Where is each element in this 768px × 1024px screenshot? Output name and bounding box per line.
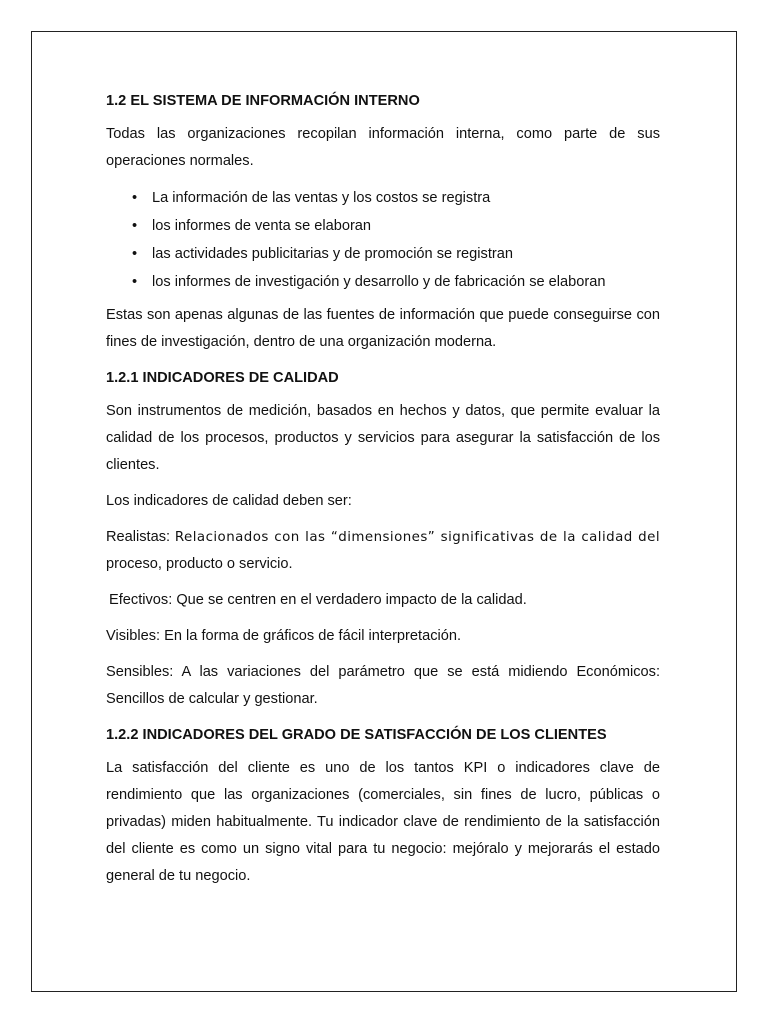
- sensibles-paragraph: Sensibles: A las variaciones del parámetro que se está midiendo Económicos: Sencillos de calcular y gestionar.: [106, 664, 660, 707]
- bullet-icon: •: [132, 246, 138, 262]
- bullet-list: [106, 184, 660, 296]
- list-item: • las actividades publicitarias y de promoción se registran: [152, 240, 660, 268]
- section-heading-1-2-2: 1.2.2 INDICADORES DEL GRADO DE SATISFACCIÓN DE LOS CLIENTES: [106, 727, 607, 743]
- intro-paragraph: Todas las organizaciones recopilan información interna, como parte de sus operaciones normales.: [106, 126, 660, 169]
- efectivos-paragraph: Efectivos: Que se centren en el verdadero impacto de la calidad.: [109, 592, 527, 608]
- realistas-description-end: proceso, producto o servicio.: [106, 556, 293, 572]
- bullet-icon: •: [132, 190, 138, 206]
- list-intro-paragraph: Los indicadores de calidad deben ser:: [106, 493, 352, 509]
- list-item: • La información de las ventas y los costos se registra: [152, 184, 660, 212]
- definition-paragraph: Son instrumentos de medición, basados en hechos y datos, que permite evaluar la calidad de los procesos, productos y servicios para asegurar la satisfacción de los clientes.: [106, 403, 660, 473]
- bullet-icon: •: [132, 218, 138, 234]
- bullet-icon: •: [132, 274, 138, 290]
- visibles-paragraph: Visibles: En la forma de gráficos de fácil interpretación.: [106, 628, 462, 644]
- list-item: • los informes de venta se elaboran: [152, 212, 660, 240]
- realistas-paragraph: [106, 524, 660, 578]
- realistas-term: Realistas:: [106, 529, 171, 545]
- list-item: • los informes de investigación y desarrollo y de fabricación se elaboran: [152, 268, 660, 296]
- closing-paragraph: Estas son apenas algunas de las fuentes de información que puede conseguirse con fines de investigación, dentro de una organización moderna.: [106, 307, 660, 350]
- section-heading-1-2-1: 1.2.1 INDICADORES DE CALIDAD: [106, 370, 339, 386]
- realistas-description: Relacionados con las “dimensiones” significativas de la calidad del: [174, 530, 660, 545]
- section-heading-1-2: 1.2 EL SISTEMA DE INFORMACIÓN INTERNO: [106, 93, 420, 109]
- satisfaction-paragraph: La satisfacción del cliente es uno de los tantos KPI o indicadores clave de rendimiento que las organizaciones (comerciales, sin fines de lucro, públicas o privadas) miden habitualmente. Tu indicador clave de rendimiento de la satisfacción del cliente es como un signo vital para tu negocio: mejóralo y mejorarás el estado general de tu negocio.: [106, 760, 660, 884]
- document-body: [106, 88, 660, 899]
